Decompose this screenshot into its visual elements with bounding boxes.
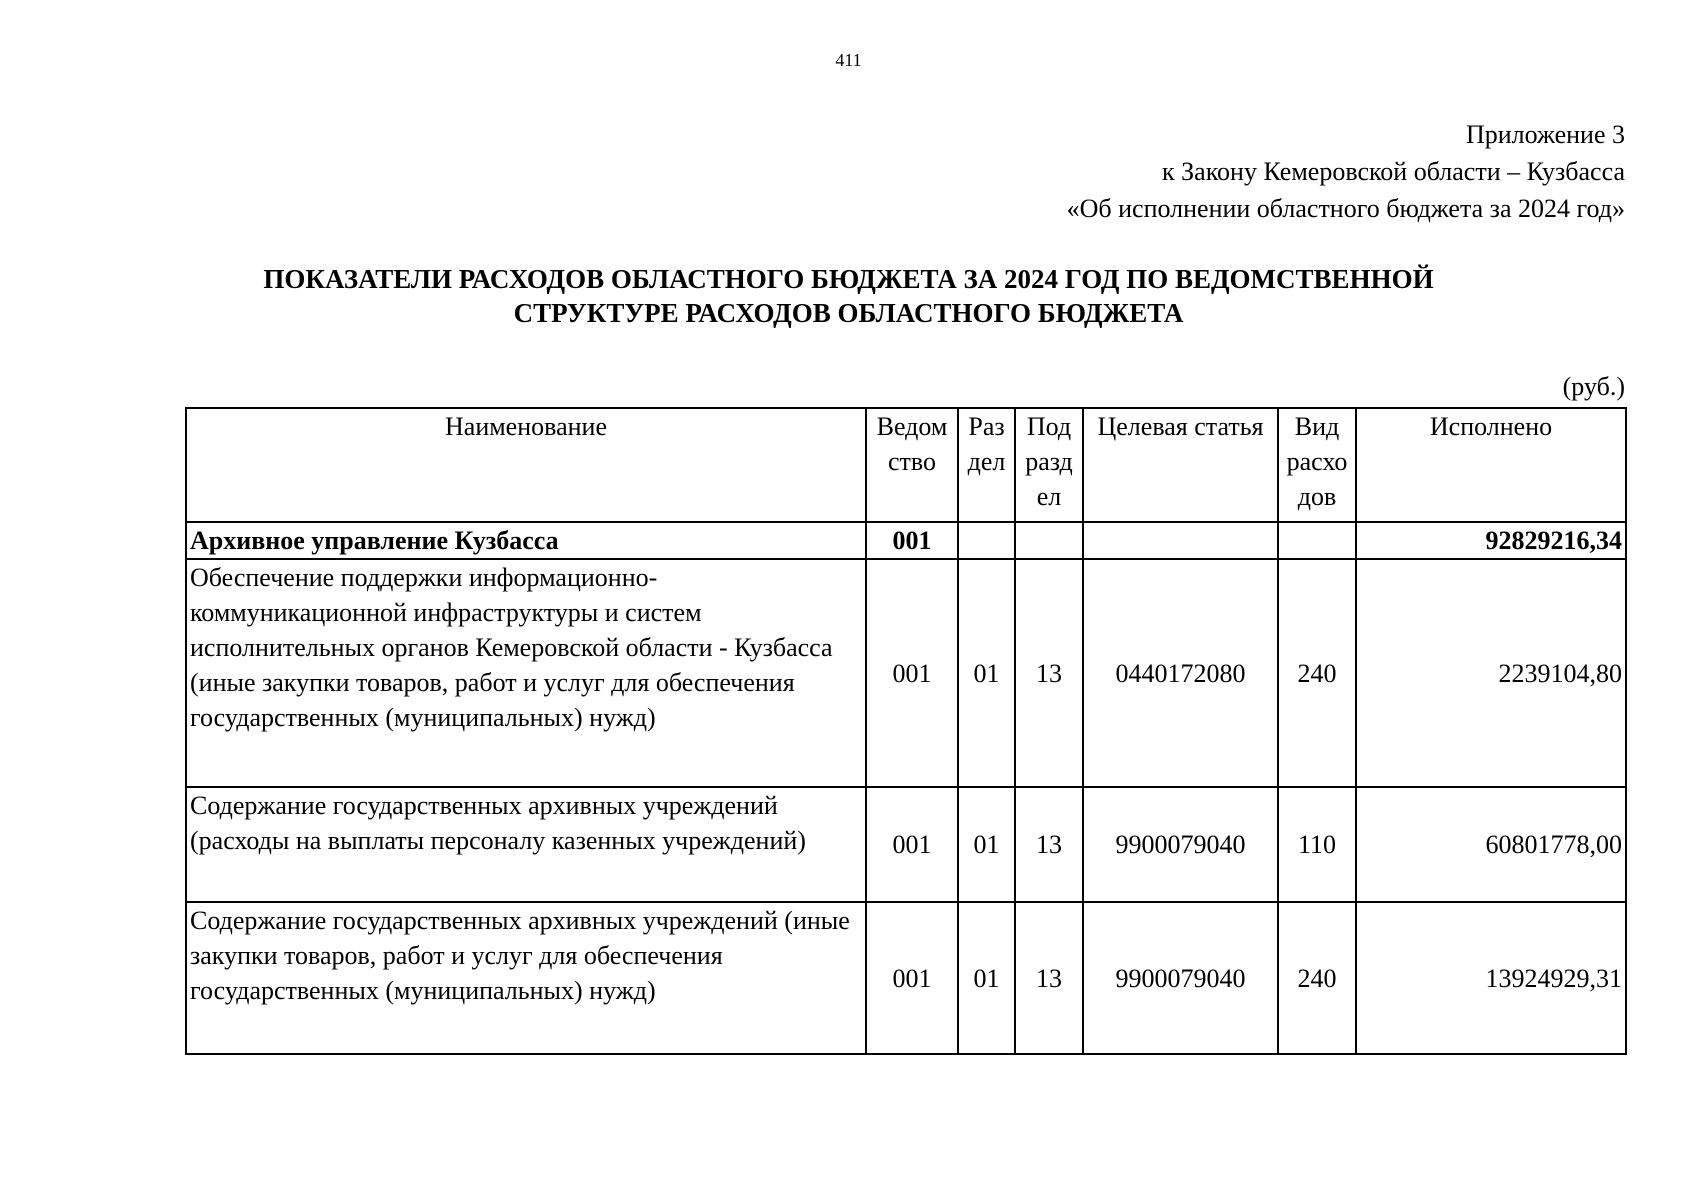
cell-subsection xyxy=(1015,522,1083,559)
cell-subsection: 13 xyxy=(1015,902,1083,1054)
table-row xyxy=(186,787,1626,902)
cell-name: Обеспечение поддержки информационно-коммуникационной инфраструктуры и систем исполнительных органов Кемеровской области - Кузбасса (иные закупки товаров, работ и услуг для обеспечения государственных (муниципальных) нужд) xyxy=(186,559,866,787)
cell-subsection: 13 xyxy=(1015,559,1083,787)
cell-executed: 2239104,80 xyxy=(1356,559,1626,787)
document-title xyxy=(0,262,1697,330)
table-header-row xyxy=(186,408,1626,522)
cell-executed: 92829216,34 xyxy=(1356,522,1626,559)
appendix-line-3: «Об исполнении областного бюджета за 2024 год» xyxy=(1066,194,1625,223)
cell-target: 9900079040 xyxy=(1083,787,1278,902)
cell-name: Содержание государственных архивных учреждений (расходы на выплаты персоналу казенных учреждений) xyxy=(186,787,866,902)
cell-dept: 001 xyxy=(866,559,958,787)
table-row xyxy=(186,902,1626,1054)
cell-target xyxy=(1083,522,1278,559)
header-dept: Ведом ство xyxy=(866,408,958,522)
appendix-reference xyxy=(1067,116,1625,227)
cell-target: 0440172080 xyxy=(1083,559,1278,787)
cell-section xyxy=(958,522,1015,559)
cell-kind: 110 xyxy=(1278,787,1356,902)
cell-dept: 001 xyxy=(866,522,958,559)
cell-section: 01 xyxy=(958,559,1015,787)
cell-kind xyxy=(1278,522,1356,559)
table-row xyxy=(186,559,1626,787)
cell-name: Архивное управление Кузбасса xyxy=(186,522,866,559)
cell-executed: 13924929,31 xyxy=(1356,902,1626,1054)
appendix-line-2: к Закону Кемеровской области – Кузбасса xyxy=(1162,157,1625,186)
header-kind: Вид расхо дов xyxy=(1278,408,1356,522)
title-line-1: ПОКАЗАТЕЛИ РАСХОДОВ ОБЛАСТНОГО БЮДЖЕТА ЗА 2024 ГОД ПО ВЕДОМСТВЕННОЙ xyxy=(263,264,1434,294)
header-target: Целевая статья xyxy=(1083,408,1278,522)
budget-table xyxy=(185,407,1627,1055)
cell-dept: 001 xyxy=(866,902,958,1054)
table-row-total xyxy=(186,522,1626,559)
page-number: 411 xyxy=(835,50,862,70)
appendix-line-1: Приложение 3 xyxy=(1465,120,1625,149)
cell-section: 01 xyxy=(958,902,1015,1054)
title-line-2: СТРУКТУРЕ РАСХОДОВ ОБЛАСТНОГО БЮДЖЕТА xyxy=(513,298,1184,328)
currency-unit: (руб.) xyxy=(1562,372,1625,401)
header-name: Наименование xyxy=(186,408,866,522)
cell-target: 9900079040 xyxy=(1083,902,1278,1054)
cell-dept: 001 xyxy=(866,787,958,902)
cell-section: 01 xyxy=(958,787,1015,902)
cell-kind: 240 xyxy=(1278,559,1356,787)
cell-subsection: 13 xyxy=(1015,787,1083,902)
header-section: Раз дел xyxy=(958,408,1015,522)
cell-name: Содержание государственных архивных учреждений (иные закупки товаров, работ и услуг для обеспечения государственных (муниципальных) нужд) xyxy=(186,902,866,1054)
header-subsection: Под разд ел xyxy=(1015,408,1083,522)
header-executed: Исполнено xyxy=(1356,408,1626,522)
cell-kind: 240 xyxy=(1278,902,1356,1054)
cell-executed: 60801778,00 xyxy=(1356,787,1626,902)
